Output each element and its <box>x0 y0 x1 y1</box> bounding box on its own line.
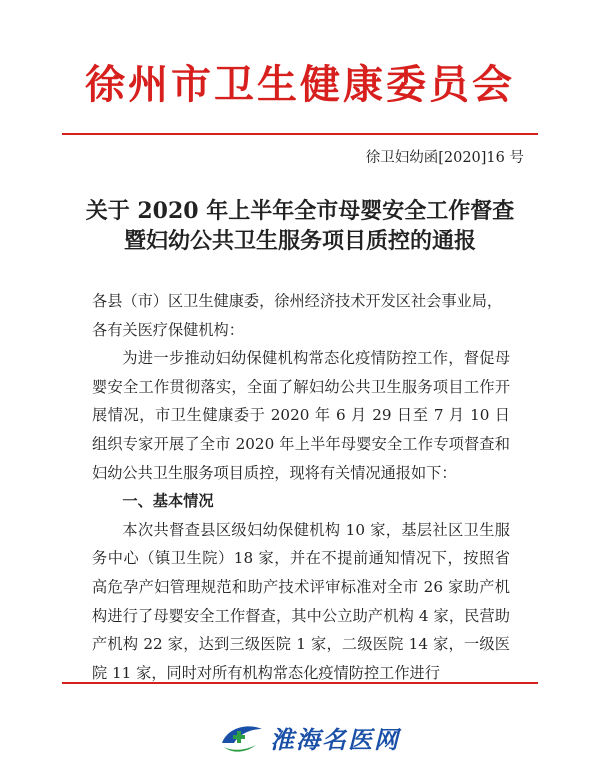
document-title <box>0 196 600 256</box>
document-number: 徐卫妇幼函[2020]16 号 <box>365 150 524 166</box>
document-title-line-2: 暨妇幼公共卫生服务项目质控的通报 <box>123 228 476 254</box>
site-watermark <box>218 720 400 755</box>
header-red-rule <box>62 133 538 135</box>
cross-dove-logo-icon <box>218 721 264 755</box>
section-1-heading: 一、基本情况 <box>122 492 214 511</box>
document-body <box>92 287 510 687</box>
addressee-line-2: 各有关医疗保健机构： <box>92 320 244 339</box>
section-1-paragraph: 本次共督查县区级妇幼保健机构 10 家，基层社区卫生服务中心（镇卫生院）18 家，并在不提前通知情况下，按照省高危孕产妇管理规范和助产技术评审标准对全市 26 家助产机构进行了母婴安全工作督查，其中公立助产机构 4 家，民营助产机构 22 家，达到三级医院 1 家，二级医院 14 家，一级医院 11 家，同时对所有机构常态化疫情防控工作进行 <box>92 520 510 682</box>
document-title-line-1: 关于 2020 年上半年全市母婴安全工作督查 <box>85 198 515 224</box>
site-name: 淮海名医网 <box>270 726 400 754</box>
organization-title: 徐州市卫生健康委员会 <box>85 61 515 108</box>
addressee-line-1: 各县（市）区卫生健康委，徐州经济技术开发区社会事业局， <box>92 292 503 310</box>
intro-paragraph: 为进一步推动妇幼保健机构常态化疫情防控工作，督促母婴安全工作贯彻落实，全面了解妇幼公共卫生服务项目工作开展情况，市卫生健康委于 2020 年 6 月 29 日至 7 月 10 日组织专家开展了全市 2020 年上半年母婴安全工作专项督查和妇幼公共卫生服务项目质控，现将有关情况通报如下： <box>92 349 510 482</box>
footer-red-rule <box>62 682 538 684</box>
